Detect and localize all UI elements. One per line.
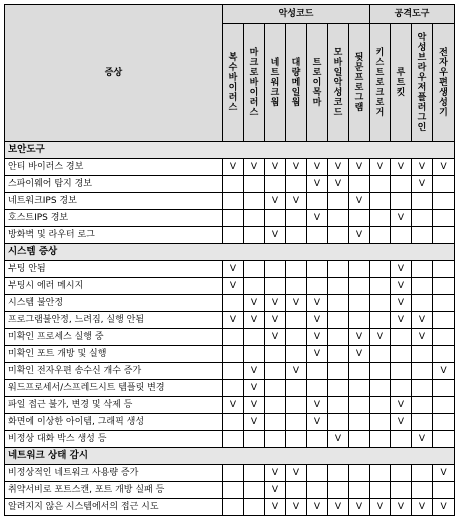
table-body: [5, 142, 455, 516]
table-row: [5, 312, 455, 329]
check-cell: [433, 329, 455, 346]
check-cell: V: [433, 499, 455, 516]
symptom-label: 시스템 불안정: [5, 295, 223, 312]
check-cell: V: [265, 295, 286, 312]
check-cell: V: [265, 499, 286, 516]
check-cell: [223, 210, 244, 227]
check-cell: [370, 295, 391, 312]
check-cell: V: [265, 329, 286, 346]
check-cell: [328, 261, 349, 278]
check-cell: [223, 499, 244, 516]
check-cell: V: [244, 312, 265, 329]
check-cell: V: [370, 329, 391, 346]
check-cell: [286, 397, 307, 414]
check-cell: [307, 380, 328, 397]
check-cell: V: [244, 363, 265, 380]
check-cell: V: [412, 329, 433, 346]
check-cell: [265, 431, 286, 448]
check-cell: [244, 210, 265, 227]
check-cell: [433, 414, 455, 431]
check-cell: [433, 210, 455, 227]
check-cell: V: [307, 176, 328, 193]
table-row: [5, 278, 455, 295]
check-cell: [244, 176, 265, 193]
column-header-label: 대량메일웜: [291, 57, 301, 108]
check-cell: V: [265, 465, 286, 482]
check-cell: [433, 482, 455, 499]
check-cell: V: [328, 499, 349, 516]
check-cell: [370, 312, 391, 329]
check-cell: V: [391, 312, 412, 329]
check-cell: [391, 431, 412, 448]
symptom-label: 취약서비로 포트스캔, 포트 개방 실패 등: [5, 482, 223, 499]
table-row: [5, 227, 455, 244]
check-cell: V: [265, 227, 286, 244]
check-cell: [349, 397, 370, 414]
check-cell: V: [223, 397, 244, 414]
check-cell: [223, 295, 244, 312]
check-cell: [370, 176, 391, 193]
symptom-label: 미확인 포트 개방 및 실행: [5, 346, 223, 363]
check-cell: [412, 397, 433, 414]
column-header-label: 트로이목마: [312, 57, 322, 108]
column-header: [223, 24, 244, 142]
check-cell: [244, 431, 265, 448]
check-cell: [328, 482, 349, 499]
check-cell: [412, 380, 433, 397]
table-row: [5, 176, 455, 193]
check-cell: [223, 346, 244, 363]
symptom-label: 미확인 전자우편 송수신 개수 증가: [5, 363, 223, 380]
check-cell: [412, 465, 433, 482]
check-cell: [223, 380, 244, 397]
check-cell: V: [433, 465, 455, 482]
check-cell: [328, 210, 349, 227]
check-cell: [328, 193, 349, 210]
check-cell: V: [244, 295, 265, 312]
check-cell: [265, 363, 286, 380]
check-cell: [328, 295, 349, 312]
check-cell: [265, 278, 286, 295]
check-cell: V: [349, 329, 370, 346]
check-cell: [223, 227, 244, 244]
check-cell: [328, 278, 349, 295]
table-row: [5, 210, 455, 227]
check-cell: [349, 278, 370, 295]
check-cell: V: [349, 499, 370, 516]
check-cell: V: [370, 499, 391, 516]
column-header: [244, 24, 265, 142]
check-cell: [223, 482, 244, 499]
check-cell: [244, 482, 265, 499]
column-header-label: 키스트로크로거: [375, 47, 385, 118]
table-row: [5, 431, 455, 448]
check-cell: [328, 380, 349, 397]
table-row: [5, 363, 455, 380]
column-header: [412, 24, 433, 142]
check-cell: V: [265, 193, 286, 210]
check-cell: V: [307, 414, 328, 431]
column-header: [286, 24, 307, 142]
section-header-row: [5, 142, 455, 159]
check-cell: [328, 414, 349, 431]
column-header: [349, 24, 370, 142]
check-cell: [328, 363, 349, 380]
check-cell: [307, 227, 328, 244]
check-cell: [412, 363, 433, 380]
column-header-label: 네트워크웜: [270, 57, 280, 108]
check-cell: [370, 397, 391, 414]
check-cell: V: [328, 159, 349, 176]
check-cell: [433, 176, 455, 193]
check-cell: [223, 363, 244, 380]
check-cell: [244, 465, 265, 482]
symptom-label: 부팅시 에러 메시지: [5, 278, 223, 295]
check-cell: [307, 261, 328, 278]
check-cell: [307, 431, 328, 448]
check-cell: [286, 346, 307, 363]
check-cell: V: [244, 159, 265, 176]
check-cell: [286, 227, 307, 244]
check-cell: [328, 227, 349, 244]
check-cell: V: [286, 159, 307, 176]
check-cell: [433, 431, 455, 448]
check-cell: V: [391, 295, 412, 312]
symptom-column-header: 증상: [5, 5, 223, 142]
check-cell: [433, 295, 455, 312]
check-cell: V: [391, 499, 412, 516]
check-cell: [223, 414, 244, 431]
column-header-label: 마크로바이러스: [249, 47, 259, 118]
check-cell: V: [412, 312, 433, 329]
check-cell: V: [391, 414, 412, 431]
check-cell: [223, 176, 244, 193]
column-header-label: 전자우편생성기: [439, 47, 448, 118]
check-cell: [286, 431, 307, 448]
symptom-label: 부팅 안됨: [5, 261, 223, 278]
check-cell: [370, 261, 391, 278]
check-cell: V: [223, 312, 244, 329]
check-cell: [349, 210, 370, 227]
table-row: [5, 159, 455, 176]
check-cell: [223, 193, 244, 210]
check-cell: [412, 261, 433, 278]
check-cell: [244, 278, 265, 295]
check-cell: [412, 346, 433, 363]
check-cell: [349, 380, 370, 397]
check-cell: [265, 414, 286, 431]
check-cell: [391, 346, 412, 363]
column-header: [370, 24, 391, 142]
symptom-label: 파일 접근 불가, 변경 및 삭제 등: [5, 397, 223, 414]
symptom-label: 스파이웨어 탐지 경보: [5, 176, 223, 193]
check-cell: [370, 431, 391, 448]
check-cell: V: [244, 380, 265, 397]
check-cell: [433, 227, 455, 244]
column-header: [433, 24, 455, 142]
check-cell: V: [223, 159, 244, 176]
check-cell: V: [307, 346, 328, 363]
check-cell: [223, 431, 244, 448]
check-cell: [265, 176, 286, 193]
check-cell: [433, 397, 455, 414]
check-cell: [286, 176, 307, 193]
check-cell: V: [286, 499, 307, 516]
symptom-label: 화면에 이상한 아이템, 그래픽 생성: [5, 414, 223, 431]
check-cell: V: [286, 295, 307, 312]
check-cell: [328, 346, 349, 363]
table-row: [5, 499, 455, 516]
check-cell: [286, 329, 307, 346]
check-cell: V: [286, 193, 307, 210]
table-row: [5, 397, 455, 414]
check-cell: [265, 397, 286, 414]
check-cell: V: [307, 397, 328, 414]
table-row: [5, 329, 455, 346]
check-cell: [307, 465, 328, 482]
section-header-row: [5, 244, 455, 261]
check-cell: [307, 278, 328, 295]
check-cell: [391, 329, 412, 346]
check-cell: [349, 431, 370, 448]
check-cell: [412, 414, 433, 431]
check-cell: [370, 278, 391, 295]
check-cell: V: [307, 312, 328, 329]
check-cell: [223, 465, 244, 482]
check-cell: [244, 193, 265, 210]
check-cell: [433, 278, 455, 295]
check-cell: [370, 363, 391, 380]
table-row: [5, 346, 455, 363]
check-cell: V: [244, 397, 265, 414]
check-cell: V: [265, 482, 286, 499]
check-cell: [349, 482, 370, 499]
symptom-label: 프로그램불안정, 느려짐, 실행 안됨: [5, 312, 223, 329]
check-cell: V: [433, 159, 455, 176]
check-cell: V: [391, 397, 412, 414]
check-cell: V: [349, 159, 370, 176]
column-header-label: 모바일악성코드: [333, 47, 343, 118]
check-cell: [349, 261, 370, 278]
check-cell: [244, 499, 265, 516]
check-cell: [370, 346, 391, 363]
check-cell: V: [349, 193, 370, 210]
column-header: [307, 24, 328, 142]
check-cell: [370, 193, 391, 210]
check-cell: [433, 312, 455, 329]
check-cell: [391, 482, 412, 499]
table-row: [5, 261, 455, 278]
column-header: [328, 24, 349, 142]
check-cell: [328, 329, 349, 346]
check-cell: [433, 380, 455, 397]
check-cell: [349, 295, 370, 312]
symptom-label: 비정상적인 네트워크 사용량 증가: [5, 465, 223, 482]
check-cell: [412, 295, 433, 312]
check-cell: [370, 210, 391, 227]
group-header-row: [5, 5, 455, 24]
check-cell: [286, 380, 307, 397]
check-cell: [328, 312, 349, 329]
check-cell: V: [307, 329, 328, 346]
check-cell: [349, 414, 370, 431]
check-cell: [244, 261, 265, 278]
check-cell: V: [307, 295, 328, 312]
check-cell: [286, 482, 307, 499]
symptom-label: 알려지지 않은 시스템에서의 접근 시도: [5, 499, 223, 516]
column-header-label: 복수바이러스: [228, 52, 238, 113]
malware-symptom-table: [4, 4, 455, 516]
check-cell: [223, 329, 244, 346]
check-cell: [349, 176, 370, 193]
check-cell: V: [412, 499, 433, 516]
check-cell: [370, 414, 391, 431]
check-cell: [307, 363, 328, 380]
check-cell: [370, 482, 391, 499]
symptom-label: 워드프로세서/스프레드시트 템플릿 변경: [5, 380, 223, 397]
group-header-attack-tools: 공격도구: [370, 5, 455, 24]
check-cell: [244, 346, 265, 363]
check-cell: V: [412, 159, 433, 176]
check-cell: [412, 482, 433, 499]
check-cell: [349, 363, 370, 380]
check-cell: [391, 465, 412, 482]
column-header-label: 뒷문프로그램: [354, 52, 364, 113]
check-cell: [244, 329, 265, 346]
check-cell: V: [286, 465, 307, 482]
check-cell: [433, 193, 455, 210]
check-cell: [286, 261, 307, 278]
check-cell: [265, 346, 286, 363]
table-row: [5, 380, 455, 397]
symptom-label: 미확인 프로세스 실행 중: [5, 329, 223, 346]
table-header: [5, 5, 455, 142]
table-row: [5, 465, 455, 482]
check-cell: V: [391, 278, 412, 295]
check-cell: [412, 227, 433, 244]
column-header: [391, 24, 412, 142]
check-cell: V: [391, 159, 412, 176]
check-cell: [391, 380, 412, 397]
section-header-row: [5, 448, 455, 465]
check-cell: V: [349, 227, 370, 244]
symptom-label: 비정상 대화 박스 생성 등: [5, 431, 223, 448]
check-cell: [265, 380, 286, 397]
section-title: 보안도구: [5, 142, 455, 159]
symptom-label: 호스트IPS 경보: [5, 210, 223, 227]
column-header-label: 루트킷: [396, 67, 406, 98]
table-row: [5, 482, 455, 499]
symptom-label: 네트워크IPS 경보: [5, 193, 223, 210]
check-cell: [391, 193, 412, 210]
check-cell: [433, 261, 455, 278]
symptom-table-container: [4, 4, 455, 516]
symptom-label: 안티 바이러스 경보: [5, 159, 223, 176]
check-cell: [328, 397, 349, 414]
check-cell: [286, 414, 307, 431]
check-cell: V: [433, 363, 455, 380]
check-cell: V: [412, 176, 433, 193]
section-title: 네트워크 상태 감시: [5, 448, 455, 465]
check-cell: V: [349, 346, 370, 363]
check-cell: [265, 261, 286, 278]
check-cell: [370, 227, 391, 244]
check-cell: [391, 227, 412, 244]
check-cell: V: [307, 499, 328, 516]
check-cell: [391, 176, 412, 193]
check-cell: V: [286, 363, 307, 380]
check-cell: V: [412, 431, 433, 448]
check-cell: V: [328, 176, 349, 193]
check-cell: [412, 278, 433, 295]
check-cell: [286, 278, 307, 295]
check-cell: V: [223, 261, 244, 278]
check-cell: V: [223, 278, 244, 295]
check-cell: [370, 465, 391, 482]
table-row: [5, 193, 455, 210]
check-cell: V: [391, 210, 412, 227]
check-cell: [391, 363, 412, 380]
check-cell: [307, 482, 328, 499]
check-cell: [265, 210, 286, 227]
check-cell: [286, 210, 307, 227]
check-cell: V: [265, 159, 286, 176]
check-cell: [370, 380, 391, 397]
check-cell: V: [370, 159, 391, 176]
column-header-label: 악성브라우저플러그인: [417, 32, 427, 133]
check-cell: [307, 193, 328, 210]
check-cell: V: [328, 431, 349, 448]
check-cell: V: [391, 261, 412, 278]
check-cell: [433, 346, 455, 363]
check-cell: V: [265, 312, 286, 329]
check-cell: [244, 227, 265, 244]
check-cell: [412, 210, 433, 227]
symptom-label: 방화벽 및 라우터 로그: [5, 227, 223, 244]
check-cell: V: [307, 159, 328, 176]
check-cell: [349, 312, 370, 329]
column-header: [265, 24, 286, 142]
check-cell: [328, 465, 349, 482]
check-cell: [412, 193, 433, 210]
group-header-malware: 악성코드: [223, 5, 370, 24]
check-cell: [349, 465, 370, 482]
table-row: [5, 295, 455, 312]
check-cell: [286, 312, 307, 329]
section-title: 시스템 증상: [5, 244, 455, 261]
table-row: [5, 414, 455, 431]
check-cell: V: [307, 210, 328, 227]
check-cell: V: [244, 414, 265, 431]
